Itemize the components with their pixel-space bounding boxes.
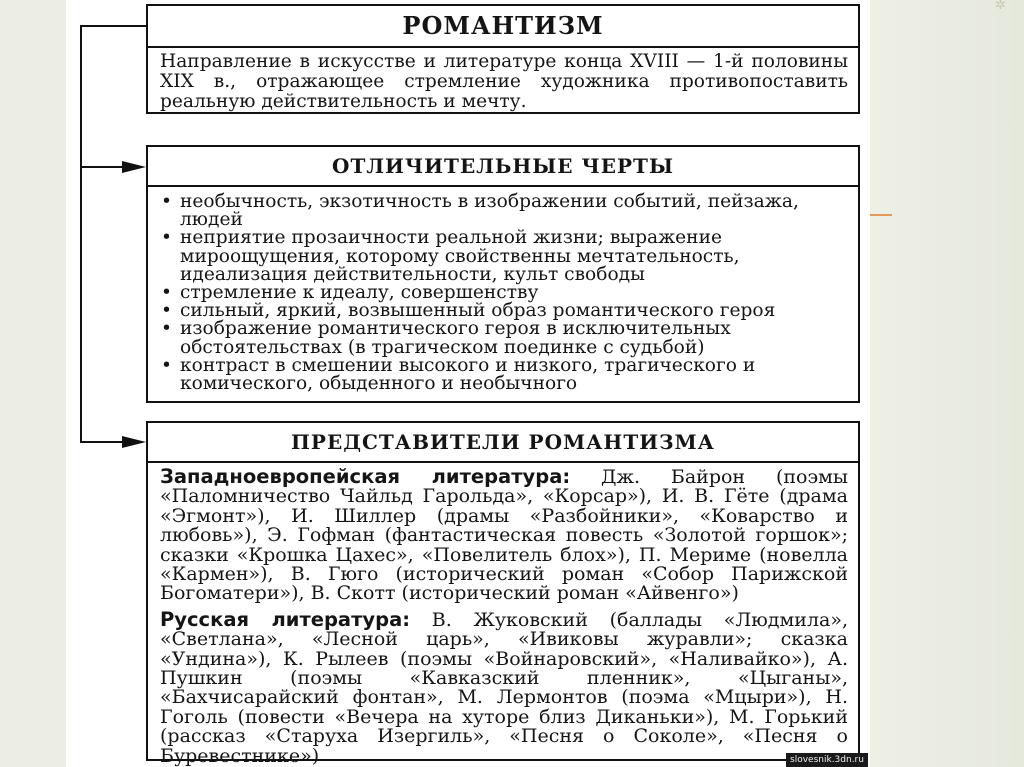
connector-to-representatives — [80, 441, 124, 443]
list-item: • необычность, экзотичность в изображении событий, пейзажа, людей — [160, 193, 850, 229]
list-item: • стремление к идеалу, совершенству — [160, 284, 850, 302]
russian-literature-paragraph — [148, 604, 858, 766]
definition-text: Направление в искусстве и литературе конца XVIII — 1-й половины XIX в., отражающее стремление художника противопоставить реальную действительность и мечту. — [160, 51, 848, 112]
western-literature-label: Западноевропейская литература: — [160, 465, 571, 488]
star-decoration-icon: ✲ — [995, 0, 1006, 13]
definition-box — [146, 4, 860, 114]
connector-to-title — [80, 25, 146, 27]
arrow-features-icon — [122, 161, 146, 173]
list-item: • изображение романтического героя в исключительных обстоятельствах (в трагическом поединке с судьбой) — [160, 320, 850, 356]
features-box — [146, 145, 860, 403]
page-title: РОМАНТИЗМ — [148, 6, 858, 48]
features-heading: ОТЛИЧИТЕЛЬНЫЕ ЧЕРТЫ — [148, 147, 858, 187]
connector-vertical — [80, 26, 82, 442]
background-right — [870, 0, 1024, 767]
representatives-box — [146, 421, 860, 767]
arrow-representatives-icon — [122, 436, 146, 448]
russian-literature-text: В. Жуковский (баллады «Людмила», «Светлана», «Лесной царь», «Ивиковы журавли»; сказка «Ундина»), К. Рылеев (поэмы «Войнаровский», «Наливайко»), А. Пушкин (поэмы «Кавказский пленник», «Цыганы», «Бахчисарайский фонтан», М. Лермонтов (поэма «Мцыри»), Н. Гоголь (повести «Вечера на хуторе близ Диканьки»), М. Горький (рассказ «Старуха Изергиль», «Песня о Соколе», «Песня о Буревестнике») — [160, 608, 849, 767]
russian-literature-label: Русская литература: — [160, 607, 411, 631]
source-watermark: slovesnik.3dn.ru — [786, 753, 868, 767]
list-item: • сильный, яркий, возвышенный образ романтического героя — [160, 302, 850, 320]
list-item: • контраст в смешении высокого и низкого, трагического и комического, обыденного и необычного — [160, 357, 850, 393]
list-item: • неприятие прозаичности реальной жизни; выражение мироощущения, которому свойственны мечтательность, идеализация действительности, культ свободы — [160, 229, 850, 284]
features-list — [148, 187, 858, 393]
accent-line — [870, 214, 892, 216]
connector-to-features — [80, 166, 124, 168]
representatives-heading: ПРЕДСТАВИТЕЛИ РОМАНТИЗМА — [148, 423, 858, 463]
western-literature-paragraph — [148, 463, 858, 604]
western-literature-text: Дж. Байрон (поэмы «Паломничество Чайльд Гарольда», «Корсар»), И. В. Гёте (драма «Эгмонт»), И. Шиллер (драмы «Разбойники», «Коварство и любовь»), Э. Гофман (фантастическая повесть «Золотой горшок»; сказки «Крошка Цахес», «Повелитель блох»), П. Мериме (новелла «Кармен»), В. Гюго (исторический роман «Собор Парижской Богоматери»), В. Скотт (исторический роман «Айвенго») — [160, 466, 848, 605]
